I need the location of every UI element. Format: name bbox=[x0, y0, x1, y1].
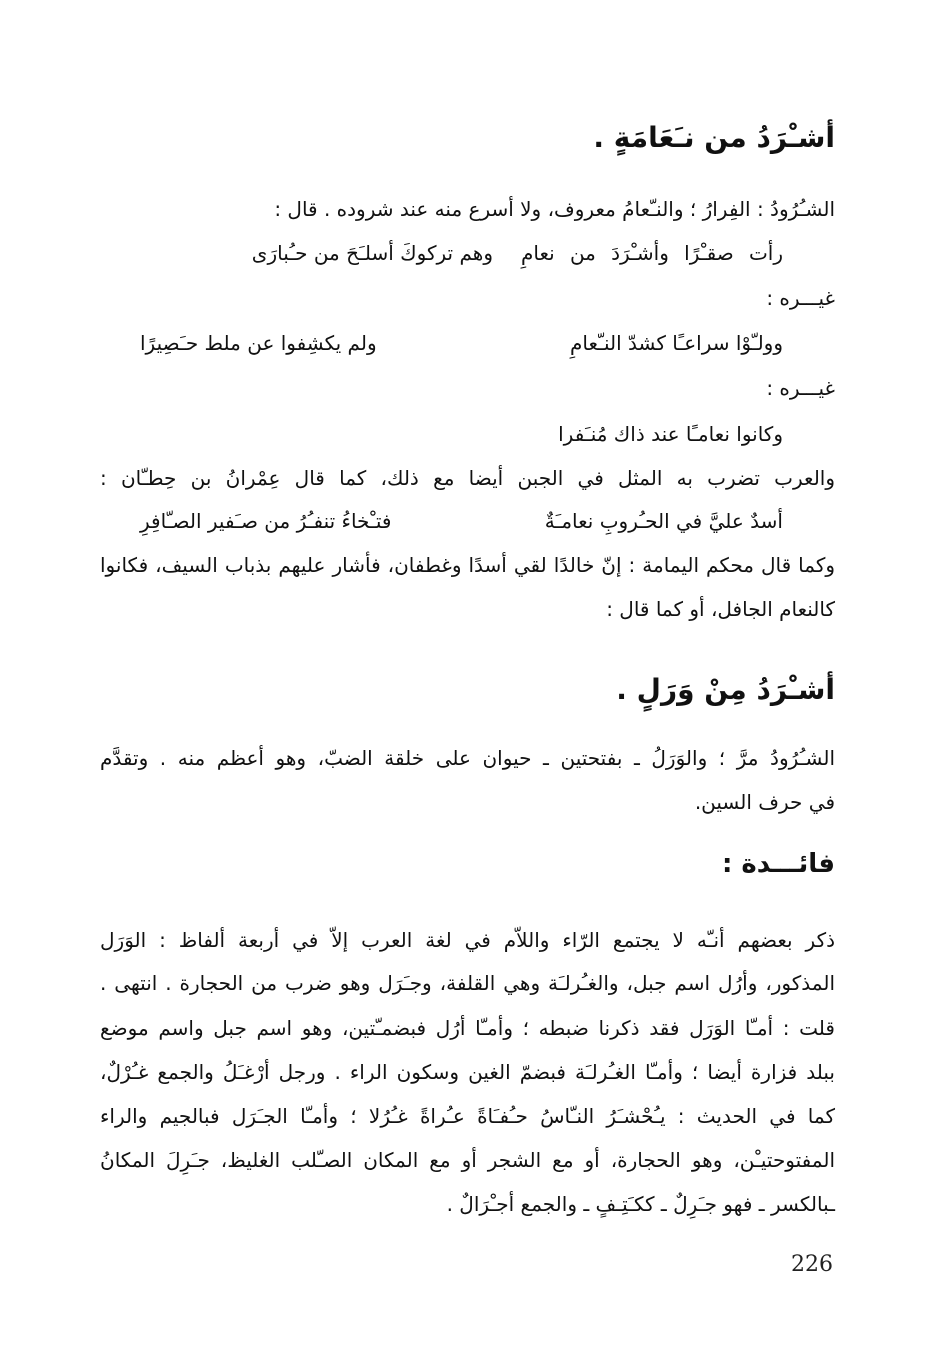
paragraph-line: ببلد فزارة أيضا ؛ وأمـّا الغـُرلـَة فبضمّ الغين وسكون الراء . ورجل أرْغـَلُ والجمع غـُرْلٌ، bbox=[100, 1060, 835, 1084]
paragraph-line: والعرب تضرب به المثل في الجبن أيضا مع ذلك، كما قال عِمْرانُ بن حِطـّان : bbox=[100, 466, 835, 490]
other-poet-label: غيـــره : bbox=[766, 286, 835, 310]
verse-second-half: ولم يكشِفوا عن ملط حـَصِيرًا bbox=[140, 331, 377, 355]
paragraph-line: كما في الحديث : يـُحْشـَرُ النـّاسُ حـُفـَاةً عـُراةً غـُرُلا ؛ وأمـّا الجـَرَل فبالجيم والراء bbox=[100, 1104, 835, 1128]
verse-first-half: وهم تركوكَ أسلـَحَ من حـُبارَى bbox=[251, 241, 493, 265]
heading-faida: فائـــدة : bbox=[721, 849, 835, 879]
paragraph-line: في حرف السين. bbox=[694, 790, 835, 814]
paragraph-line: المفتوحتيـْن، وهو الحجارة، أو مع الشجر أو مع المكان الصـّلب الغليظ، جـَرِلَ المكانُ bbox=[100, 1148, 835, 1172]
verse-second-half: فتـْخاءُ تنفـُرُ من صـَفير الصـّافِرِ bbox=[140, 509, 392, 533]
paragraph-line: وكما قال محكم اليمامة : إنّ خالدًا لقي أسدًا وغطفان، فأشار عليهم بذباب السيف، فكانوا bbox=[100, 553, 835, 577]
paragraph-line: كالنعام الجافل، أو كما قال : bbox=[606, 597, 835, 621]
paragraph-line: الشـُرُودُ مرَّ ؛ والوَرَلُ ـ بفتحتين ـ حيوان على خلقة الضبّ، وهو أعظم منه . وتقدَّم bbox=[100, 746, 835, 770]
verse-line: وكانوا نعامـًا عند ذاك مُنـَفرا bbox=[558, 422, 783, 446]
paragraph-line: ذكر بعضهم أنـّه لا يجتمع الرّاء واللاّم في لغة العرب إلاّ في أربعة ألفاظ : الوَرَل bbox=[100, 928, 835, 952]
paragraph-line: قلت : أمـّا الوَرَل فقد ذكرنا ضبطه ؛ وأمـّا أرُل فبضمـّتين، وهو اسم جبل واسم موضع bbox=[100, 1016, 835, 1040]
heading-ashrad-min-naama: أشـْرَدُ من نـَعَامَةٍ . bbox=[593, 121, 835, 154]
paragraph-line: المذكور، وأرُل اسم جبل، والغـُرلـَة وهي القلفة، وجـَرَل وهو ضرب من الحجارة . انتهى . bbox=[100, 971, 835, 995]
page-number: 226 bbox=[791, 1252, 833, 1277]
verse-second-half: رأت صقـْرًا وأشـْرَدَ من نعامِ bbox=[521, 241, 783, 265]
heading-ashrad-min-waral: أشـْرَدُ مِنْ وَرَلٍ . bbox=[616, 673, 835, 706]
other-poet-label: غيـــره : bbox=[766, 376, 835, 400]
verse-first-half: وولـّوْا سراعـًا كشدّ النـّعامِ bbox=[570, 331, 783, 355]
paragraph-line: ـبالكسر ـ فهو جـَرِلٌ ـ ككـَتِـفٍ ـ والجمع أجـْرَالٌ . bbox=[446, 1192, 835, 1216]
paragraph-line: الشـُرُودُ : الفِرارُ ؛ والنـّعامُ معروف، ولا أسرع منه عند شروده . قال : bbox=[274, 197, 835, 221]
verse-first-half: أسدٌ عليَّ في الحـُروبِ نعامـَةٌ bbox=[544, 509, 783, 533]
